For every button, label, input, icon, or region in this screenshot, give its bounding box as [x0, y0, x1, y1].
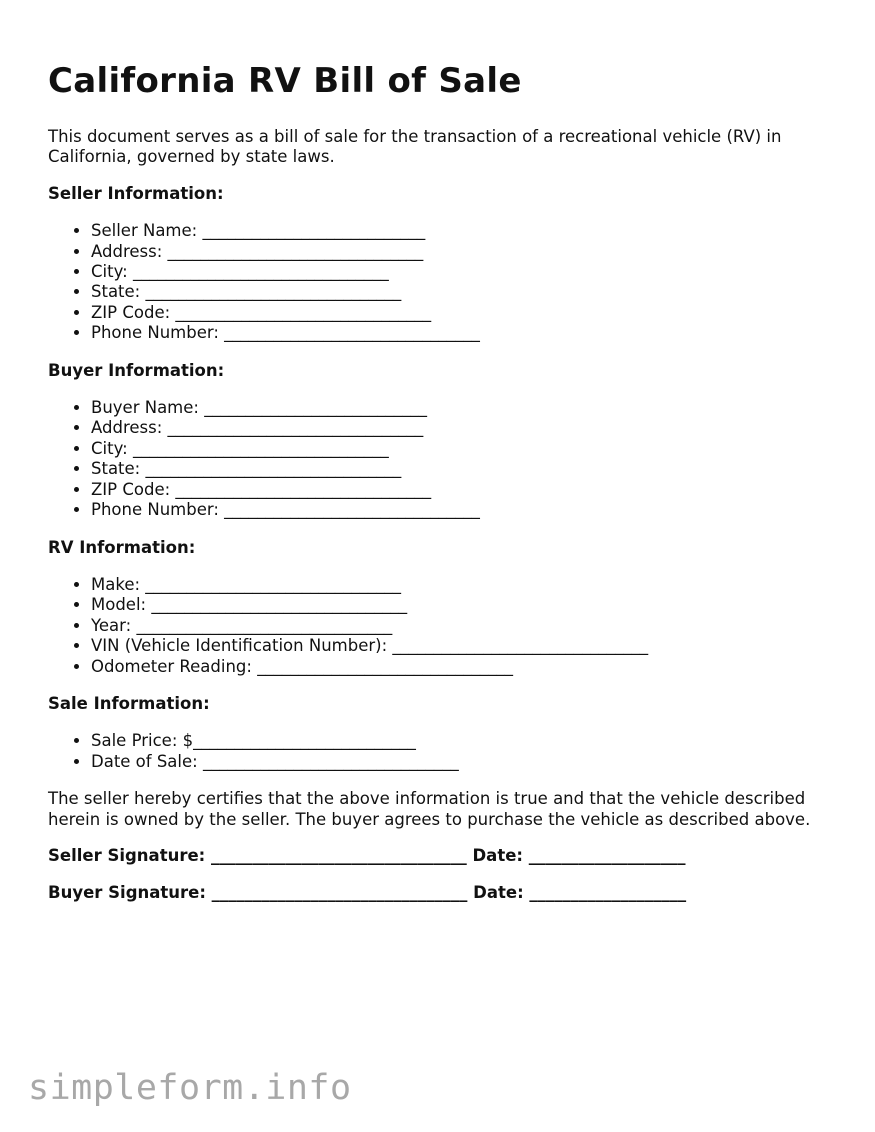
buyer-phone-field: • Phone Number: _______________________________ — [91, 500, 838, 520]
buyer-city-field: • City: _______________________________ — [91, 439, 838, 459]
buyer-heading: Buyer Information: — [48, 360, 225, 380]
rv-make-field: • Make: _______________________________ — [91, 575, 838, 595]
buyer-list — [48, 398, 838, 520]
rv-list — [48, 575, 838, 677]
seller-phone-field: • Phone Number: _______________________________ — [91, 323, 838, 343]
buyer-address-field: • Address: _______________________________ — [91, 418, 838, 438]
seller-name-field: • Seller Name: ___________________________ — [91, 221, 838, 241]
sale-date-field: • Date of Sale: _______________________________ — [91, 752, 838, 772]
rv-year-field: • Year: _______________________________ — [91, 616, 838, 636]
rv-heading: RV Information: — [48, 537, 196, 557]
page-title: California RV Bill of Sale — [48, 61, 522, 101]
rv-vin-field: • VIN (Vehicle Identification Number): _______________________________ — [91, 636, 838, 656]
rv-model-field: • Model: _______________________________ — [91, 595, 838, 615]
buyer-state-field: • State: _______________________________ — [91, 459, 838, 479]
seller-signature-line: Seller Signature: _______________________________ Date: ___________________ — [48, 845, 686, 865]
seller-state-field: • State: _______________________________ — [91, 282, 838, 302]
rv-odometer-field: • Odometer Reading: _______________________________ — [91, 657, 838, 677]
certification-paragraph: The seller hereby certifies that the above information is true and that the vehicle described herein is owned by the seller. The buyer agrees to purchase the vehicle as described above. — [48, 789, 811, 829]
document-page — [48, 58, 838, 921]
sale-list — [48, 731, 838, 772]
seller-address-field: • Address: _______________________________ — [91, 242, 838, 262]
buyer-signature-line: Buyer Signature: _______________________________ Date: ___________________ — [48, 883, 687, 903]
seller-list — [48, 221, 838, 343]
seller-zip-field: • ZIP Code: _______________________________ — [91, 303, 838, 323]
buyer-name-field: • Buyer Name: ___________________________ — [91, 398, 838, 418]
seller-city-field: • City: _______________________________ — [91, 262, 838, 282]
intro-paragraph: This document serves as a bill of sale for the transaction of a recreational vehicle (RV) in California, governed by state laws. — [48, 127, 782, 167]
buyer-zip-field: • ZIP Code: _______________________________ — [91, 480, 838, 500]
watermark: simpleform.info — [28, 1068, 352, 1108]
sale-price-field: • Sale Price: $___________________________ — [91, 731, 838, 751]
sale-heading: Sale Information: — [48, 693, 210, 713]
seller-heading: Seller Information: — [48, 183, 224, 203]
